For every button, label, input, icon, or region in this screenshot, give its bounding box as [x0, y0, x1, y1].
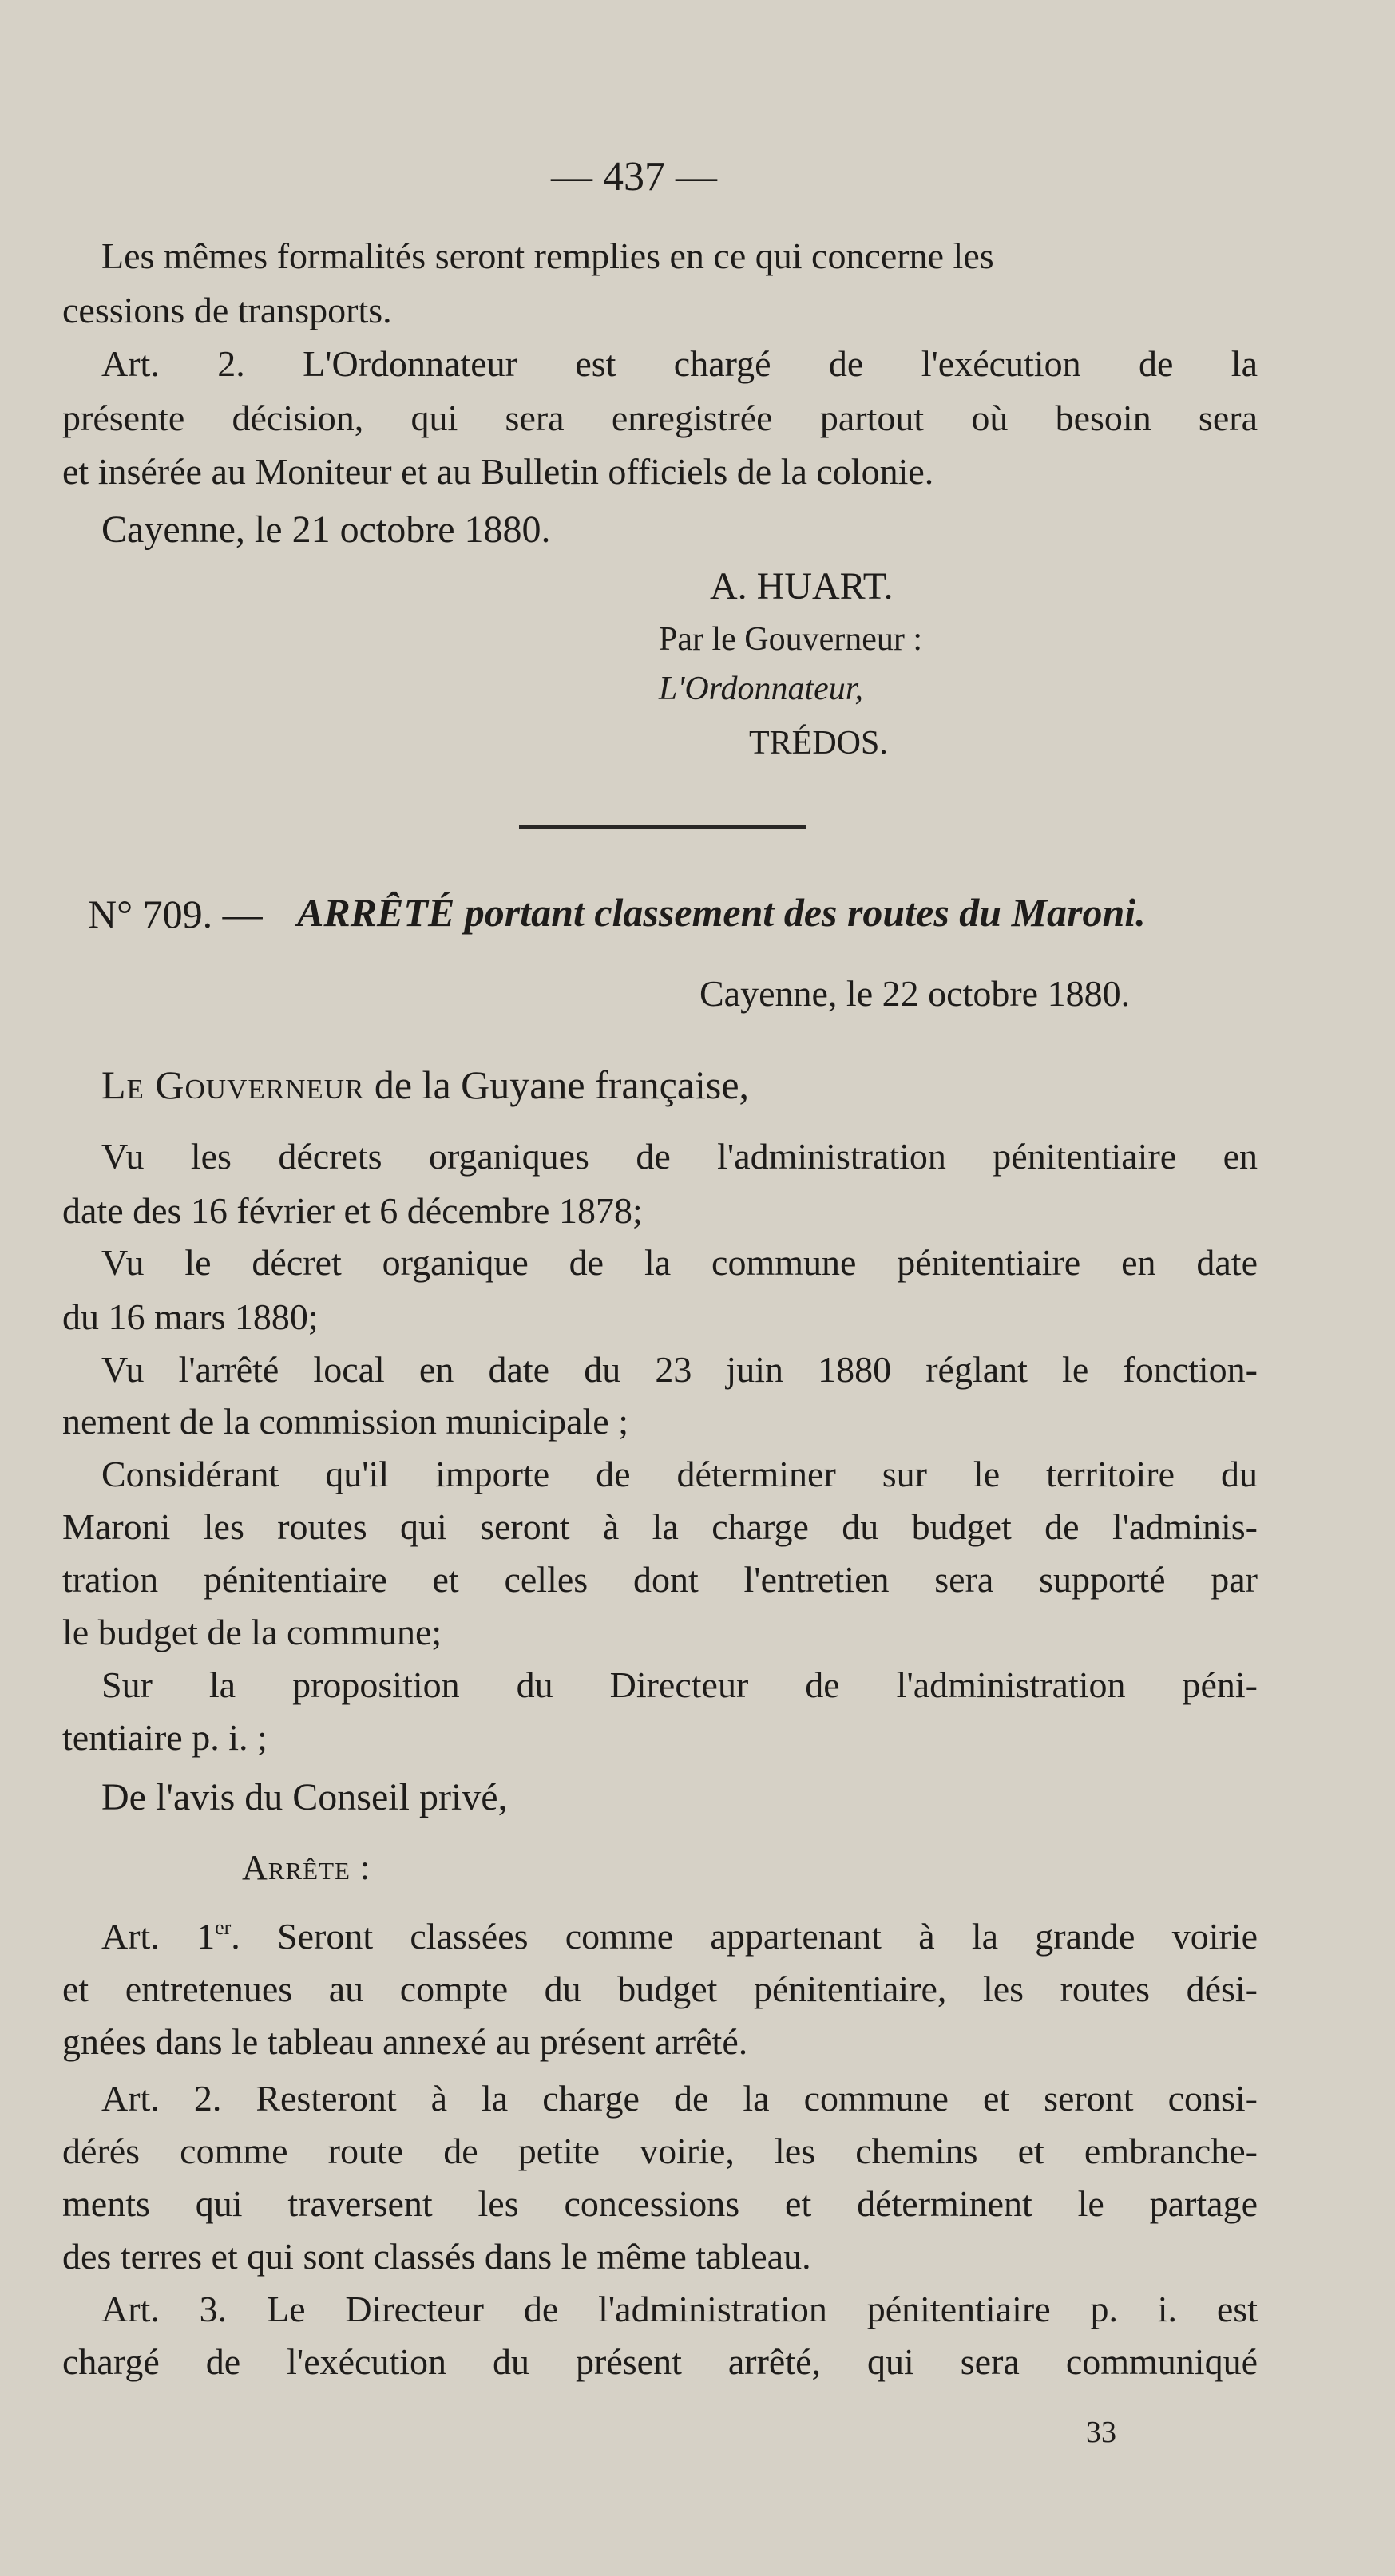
article-line [101, 1918, 1258, 1955]
dateline: Cayenne, le 21 octobre 1880. [101, 508, 551, 551]
paragraph-line: tration pénitentiaire et celles dont l'entretien sera supporté par [62, 1559, 1258, 1600]
page-number-header: — 437 — [551, 154, 717, 200]
article-line: Art. 2. Resteront à la charge de la commune et seront consi- [101, 2078, 1258, 2119]
article-ordinal: er [215, 1916, 232, 1939]
paragraph-line: Les mêmes formalités seront remplies en ce qui concerne les [101, 235, 994, 276]
paragraph-line: tentiaire p. i. ; [62, 1717, 268, 1758]
signatory-line: Par le Gouverneur : [659, 621, 923, 658]
paragraph-line: Art. 2. L'Ordonnateur est chargé de l'exécution de la [101, 343, 1258, 384]
article-line: des terres et qui sont classés dans le même tableau. [62, 2236, 811, 2277]
paragraph-line: Vu l'arrêté local en date du 23 juin 1880 réglant le fonction- [101, 1349, 1258, 1390]
dateline: Cayenne, le 22 octobre 1880. [699, 973, 1131, 1014]
article-line: ments qui traversent les concessions et déterminent le partage [62, 2183, 1258, 2224]
article-line: gnées dans le tableau annexé au présent arrêté. [62, 2021, 748, 2062]
article-line: chargé de l'exécution du présent arrêté, qui sera communiqué [62, 2341, 1258, 2382]
article-label: Art. 1 [101, 1916, 216, 1957]
article-line: Art. 3. Le Directeur de l'administration pénitentiaire p. i. est [101, 2289, 1258, 2329]
paragraph-line: Sur la proposition du Directeur de l'administration péni- [101, 1664, 1258, 1705]
paragraph-line: présente décision, qui sera enregistrée partout où besoin sera [62, 398, 1258, 438]
governor-heading: Le Gouverneur [101, 1062, 365, 1107]
paragraph-line: Vu les décrets organiques de l'administration pénitentiaire en [101, 1136, 1258, 1177]
preamble-line [101, 1062, 750, 1107]
paragraph-line: date des 16 février et 6 décembre 1878; [62, 1190, 643, 1231]
decree-title: ARRÊTÉ portant classement des routes du Maroni. [297, 890, 1146, 935]
article-line: dérés comme route de petite voirie, les chemins et embranche- [62, 2131, 1258, 2171]
section-divider [519, 825, 806, 829]
preamble-text: de la Guyane française, [364, 1062, 750, 1107]
paragraph-line: cessions de transports. [62, 290, 392, 330]
paragraph-line: De l'avis du Conseil privé, [101, 1776, 508, 1818]
paragraph-line: nement de la commission municipale ; [62, 1401, 629, 1442]
paragraph-line: Considérant qu'il importe de déterminer sur le territoire du [101, 1454, 1258, 1494]
arrete-heading: Arrête : [242, 1848, 371, 1887]
signatory-name: TRÉDOS. [749, 725, 888, 762]
paragraph-line: et insérée au Moniteur et au Bulletin officiels de la colonie. [62, 451, 934, 492]
decree-number: N° 709. — [88, 892, 263, 936]
signatory-role: L'Ordonnateur, [659, 671, 863, 707]
article-text: . Seront classées comme appartenant à la grande voirie [231, 1916, 1258, 1957]
paragraph-line: Vu le décret organique de la commune pénitentiaire en date [101, 1242, 1258, 1283]
signature-mark: 33 [1086, 2416, 1116, 2449]
paragraph-line: du 16 mars 1880; [62, 1296, 319, 1337]
article-line: et entretenues au compte du budget pénitentiaire, les routes dési- [62, 1969, 1258, 2009]
paragraph-line: le budget de la commune; [62, 1612, 442, 1652]
signatory-name: A. HUART. [710, 565, 894, 607]
paragraph-line: Maroni les routes qui seront à la charge du budget de l'adminis- [62, 1506, 1258, 1547]
